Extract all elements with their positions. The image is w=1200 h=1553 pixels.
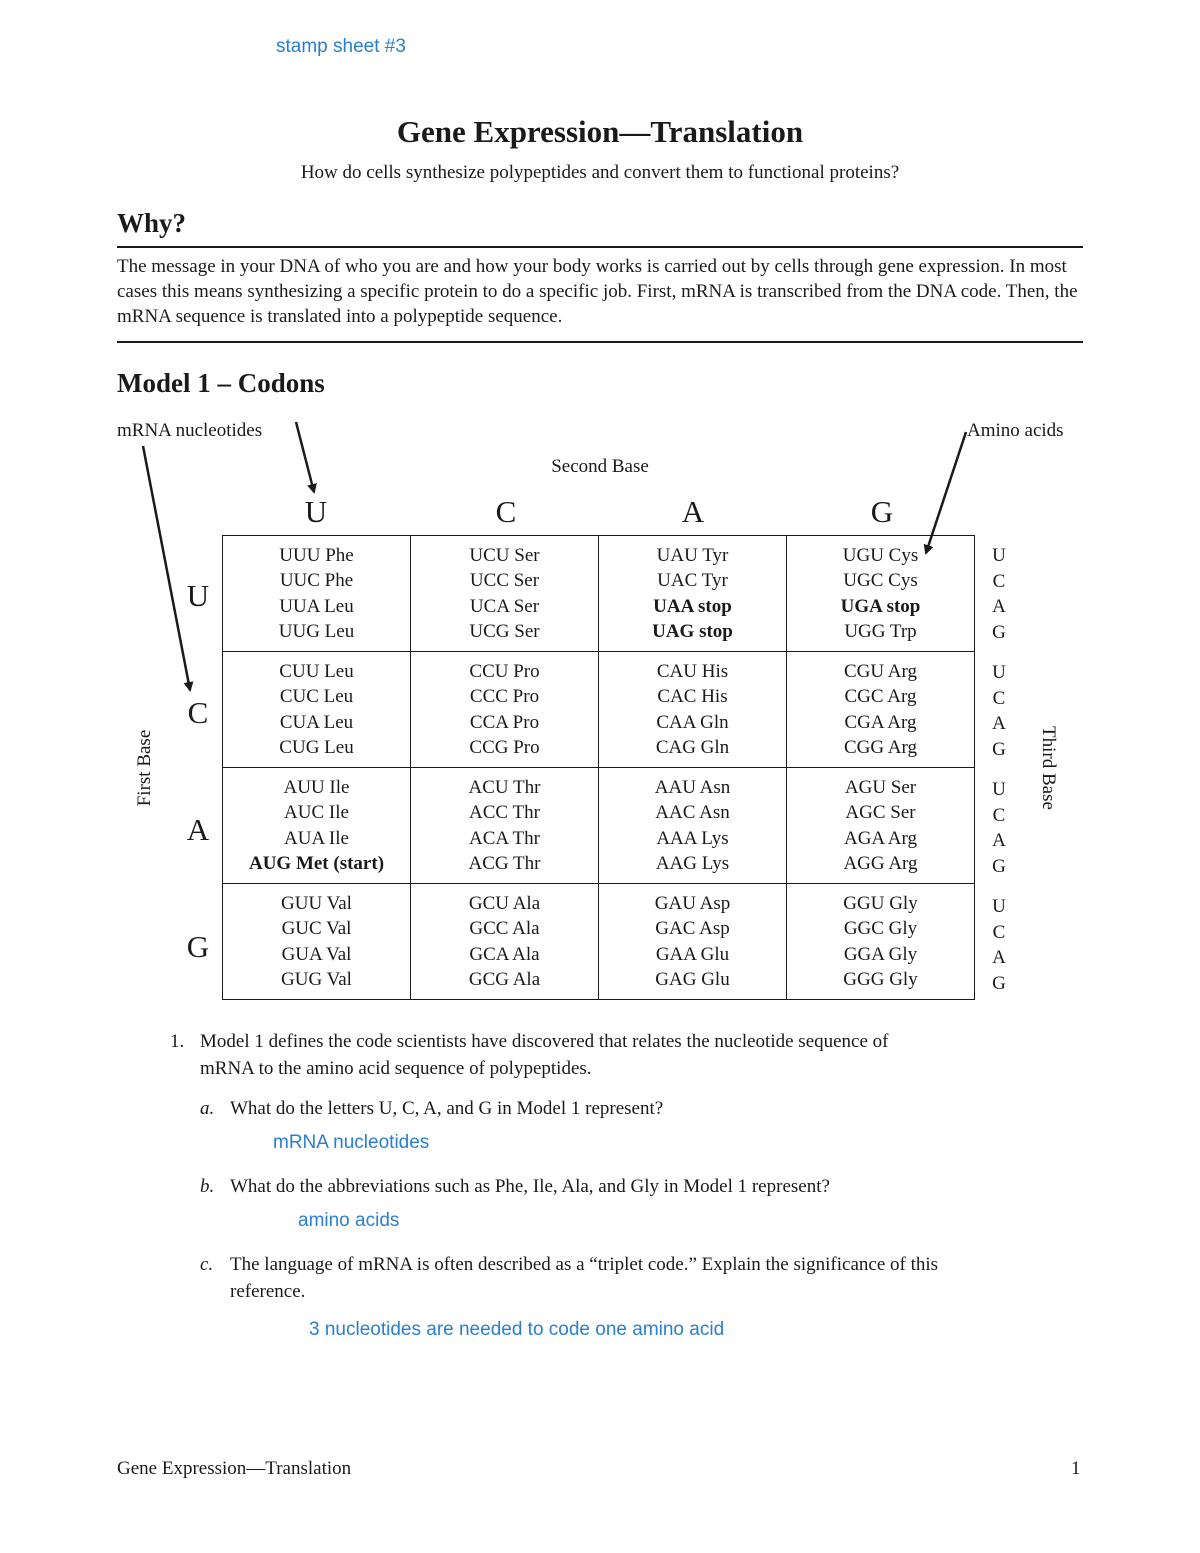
codon-entry: UCC Ser	[469, 570, 540, 591]
codon-entry: ACU Thr	[468, 776, 541, 798]
codon-entry: AUC Ile	[284, 802, 349, 823]
codon-entry: ACG Thr	[468, 853, 541, 874]
first-base-g: G	[186, 929, 210, 964]
codon-entry: GCG Ala	[468, 969, 541, 990]
footer-page-number: 1	[1071, 1458, 1081, 1479]
page-title: Gene Expression—Translation	[396, 114, 804, 149]
codon-entry: GGC Gly	[843, 918, 918, 939]
codon-entry: UUG Leu	[278, 621, 355, 642]
codon-entry: AGU Ser	[844, 776, 917, 798]
codon-entry: CCC Pro	[469, 686, 540, 707]
codon-entry: AGA Arg	[843, 827, 918, 849]
codon-entry: CGU Arg	[843, 660, 918, 682]
arrow-to-amino-acid	[926, 432, 966, 553]
second-base-g: G	[870, 494, 894, 529]
codon-entry: CUA Leu	[279, 711, 354, 733]
third-base-letter: A	[992, 596, 1006, 617]
third-base-letter: C	[992, 804, 1006, 826]
codon-entry: AUU Ile	[283, 776, 350, 798]
question-a-label: a.	[200, 1098, 215, 1119]
label-third-base: Third Base	[1038, 726, 1059, 810]
question-c-line1: The language of mRNA is often described as a “triplet code.” Explain the significance of this	[230, 1254, 939, 1275]
codon-entry: UAC Tyr	[657, 570, 728, 591]
third-base-letter: G	[992, 738, 1006, 760]
codon-entry: UCA Ser	[469, 595, 540, 617]
codon-entry: UGC Cys	[843, 570, 918, 591]
codon-entry: AGC Ser	[845, 802, 916, 823]
model-title: Model 1 – Codons	[117, 368, 325, 398]
codon-entry: CAU His	[656, 660, 729, 682]
third-base-letter: C	[992, 570, 1006, 592]
second-base-c: C	[495, 494, 517, 529]
codon-entry: GUA Val	[281, 943, 352, 965]
question-1-number: 1.	[170, 1031, 185, 1052]
question-b-text: What do the abbreviations such as Phe, Ile, Ala, and Gly in Model 1 represent?	[230, 1176, 830, 1197]
codon-entry: AUG Met (start)	[248, 853, 385, 874]
footer-title: Gene Expression—Translation	[117, 1458, 352, 1479]
codon-entry: CAC His	[657, 686, 728, 707]
first-base-c: C	[187, 695, 209, 730]
codon-entry: GGG Gly	[843, 969, 918, 990]
codon-entry: CUC Leu	[279, 686, 354, 707]
third-base-letter: A	[992, 947, 1006, 968]
codon-entry: GCU Ala	[468, 892, 541, 914]
codon-entry: UCU Ser	[469, 544, 540, 566]
third-base-letter: G	[992, 621, 1006, 643]
third-base-letter: U	[992, 896, 1006, 917]
codon-entry: CGG Arg	[843, 737, 918, 758]
second-base-a: A	[681, 494, 705, 529]
arrow-to-first-base	[143, 446, 190, 690]
codon-entry: GCC Ala	[469, 918, 540, 939]
question-c-label: c.	[200, 1254, 214, 1275]
codon-entry: AGG Arg	[843, 853, 918, 874]
why-text: The message in your DNA of who you are and how your body works is carried out by cells through gene expression. In most cases this means synthesizing a specific protein to do a specific job. First, mRNA is transcribed from the DNA code. Then, the mRNA sequence is translated into a polypeptide sequence.	[117, 256, 1078, 327]
third-base-letter: G	[992, 855, 1006, 877]
third-base-letter: C	[992, 687, 1006, 709]
third-base-letter: C	[992, 921, 1006, 943]
codon-entry: CCU Pro	[469, 660, 540, 682]
label-first-base: First Base	[134, 729, 155, 807]
codon-entry: GAU Asp	[654, 892, 731, 914]
stamp-annotation: stamp sheet #3	[276, 36, 406, 57]
third-base-letter: A	[992, 830, 1006, 851]
third-base-letter: G	[992, 972, 1006, 994]
codon-entry: AAA Lys	[656, 827, 729, 849]
codon-entry: UGG Trp	[844, 621, 917, 642]
codon-entry: UUU Phe	[279, 544, 354, 566]
codon-entry: GUG Val	[281, 969, 352, 990]
codon-entry: CUU Leu	[279, 660, 354, 682]
third-base-letter: A	[992, 713, 1006, 734]
codon-entry: CCA Pro	[469, 711, 540, 733]
label-second-base: Second Base	[551, 456, 649, 477]
codon-entry: GGA Gly	[843, 943, 918, 965]
question-c-line2: reference.	[230, 1281, 306, 1302]
codon-entry: UCG Ser	[469, 621, 540, 642]
third-base-letter: U	[992, 662, 1006, 683]
codon-entry: UAU Tyr	[656, 544, 729, 566]
codon-entry: UUA Leu	[279, 595, 354, 617]
codon-entry: UAA stop	[653, 595, 732, 617]
first-base-u: U	[186, 578, 210, 613]
codon-entry: GGU Gly	[843, 892, 918, 914]
codon-entry: ACC Thr	[469, 802, 540, 823]
why-heading: Why?	[117, 208, 187, 238]
codon-entry: AAC Asn	[655, 802, 730, 823]
answer-c: 3 nucleotides are needed to code one amino acid	[309, 1319, 725, 1340]
second-base-u: U	[304, 494, 328, 529]
codon-entry: UUC Phe	[279, 570, 354, 591]
question-1-line1: Model 1 defines the code scientists have discovered that relates the nucleotide sequence of	[200, 1031, 889, 1052]
question-b-label: b.	[200, 1176, 215, 1197]
codon-entry: ACA Thr	[469, 827, 540, 849]
third-base-letter: U	[992, 779, 1006, 800]
codon-entry: CGA Arg	[844, 711, 917, 733]
label-mrna-nucleotides: mRNA nucleotides	[117, 420, 263, 441]
first-base-a: A	[186, 812, 210, 847]
codon-entry: AAG Lys	[655, 853, 730, 874]
codon-entry: UAG stop	[652, 621, 733, 642]
codon-entry: GAG Glu	[655, 969, 730, 990]
answer-b: amino acids	[298, 1210, 400, 1231]
question-1-line2: mRNA to the amino acid sequence of polypeptides.	[200, 1058, 592, 1079]
codon-entry: AAU Asn	[654, 776, 731, 798]
question-a-text: What do the letters U, C, A, and G in Model 1 represent?	[230, 1098, 664, 1119]
codon-entry: UGU Cys	[842, 544, 919, 566]
codon-entry: CAG Gln	[655, 737, 730, 758]
codon-entry: CGC Arg	[844, 686, 917, 707]
third-base-letter: U	[992, 545, 1006, 566]
codon-entry: UGA stop	[840, 595, 921, 617]
codon-entry: CAA Gln	[656, 711, 729, 733]
codon-entry: AUA Ile	[284, 827, 349, 849]
answer-a: mRNA nucleotides	[273, 1132, 430, 1153]
label-amino-acids: Amino acids	[967, 420, 1064, 441]
codon-entry: GUC Val	[281, 918, 352, 939]
codon-entry: CUG Leu	[279, 737, 354, 758]
arrow-to-second-base	[296, 422, 314, 492]
codon-entry: CCG Pro	[469, 737, 540, 758]
codon-entry: GAA Glu	[655, 943, 730, 965]
codon-entry: GUU Val	[281, 892, 352, 914]
codon-entry: GAC Asp	[655, 918, 730, 939]
codon-entry: GCA Ala	[469, 943, 540, 965]
page-subtitle: How do cells synthesize polypeptides and convert them to functional proteins?	[300, 162, 900, 183]
